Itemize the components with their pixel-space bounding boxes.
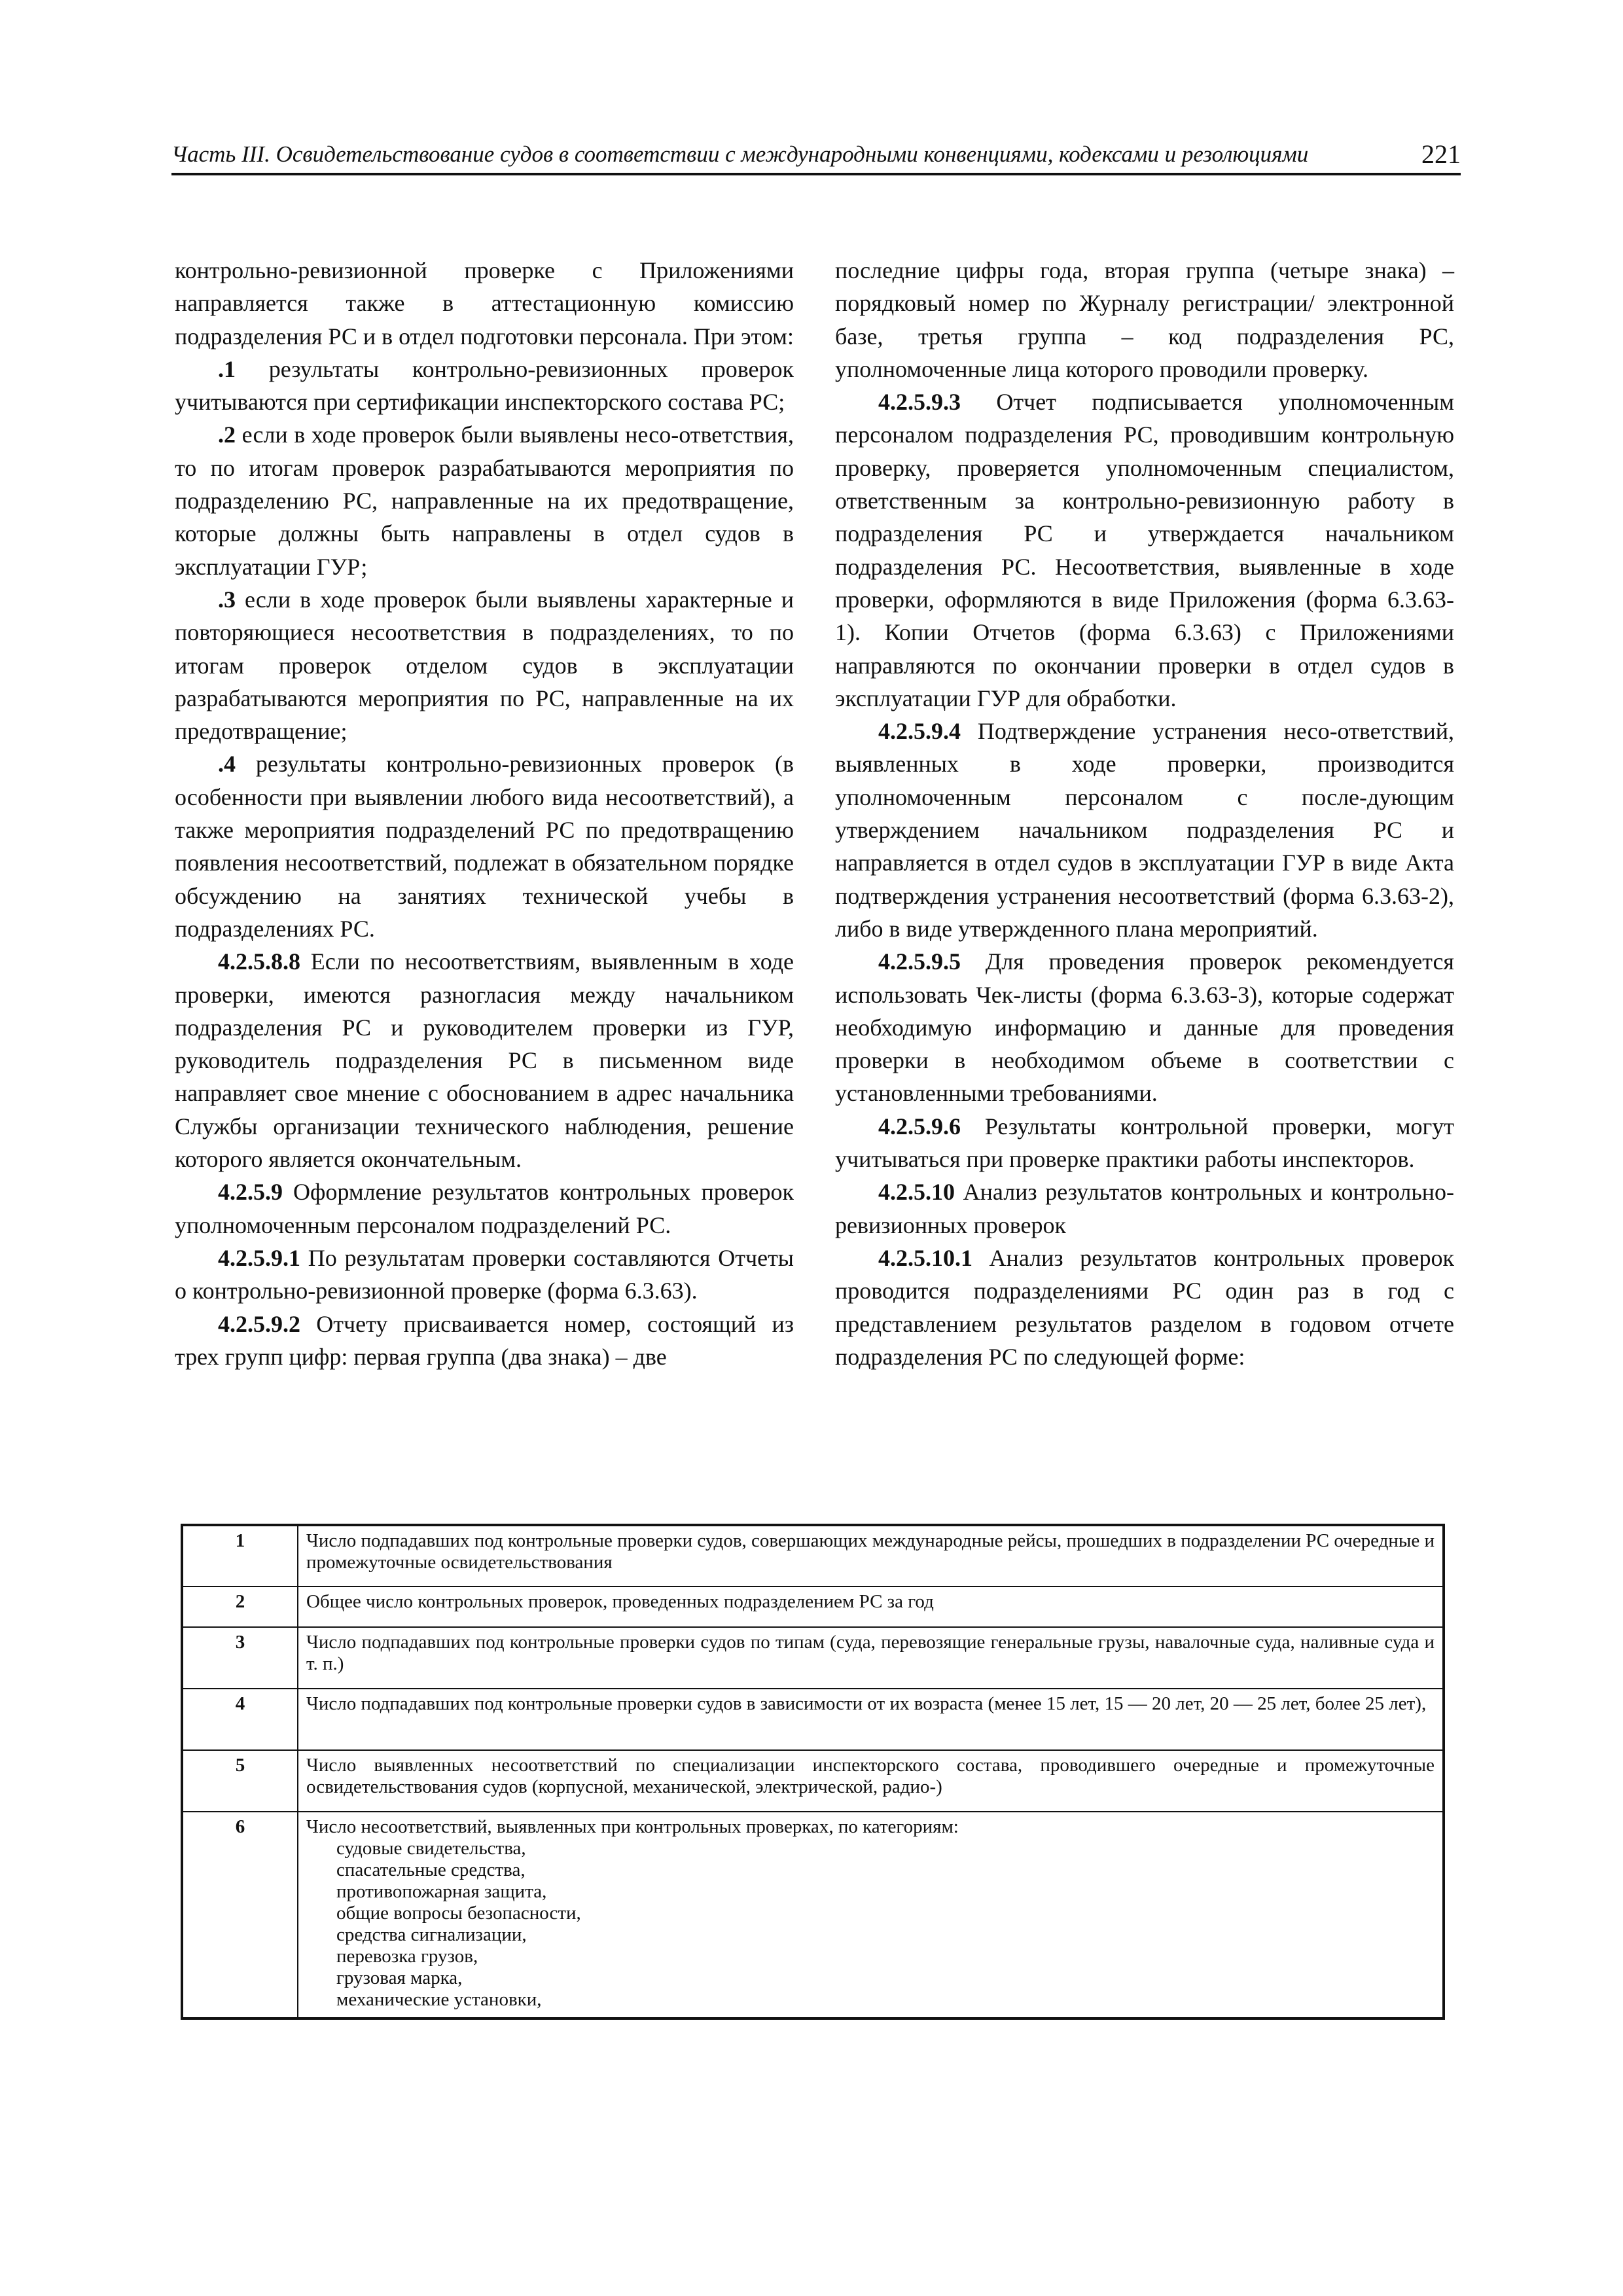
- section-text: Для проведения проверок рекомендуется использовать Чек-листы (форма 6.3.63-3), которые содержат необходимую информацию и данные для проведения проверки в необходимом объеме в соответствии с установленными требованиями.: [835, 948, 1454, 1107]
- row-text: Число подпадавших под контрольные проверки судов в зависимости от их возраста (менее 15 лет, 15 — 20 лет, 20 — 25 лет, более 25 лет),: [298, 1689, 1444, 1750]
- table-row: [182, 1689, 1444, 1750]
- row-text: Число подпадавших под контрольные проверки судов, совершающих международные рейсы, прошедших в подразделении РС очередные и промежуточные освидетельствования: [298, 1525, 1444, 1587]
- section-number: 4.2.5.9.3: [878, 389, 961, 416]
- item-number: .4: [218, 751, 236, 778]
- section-text: Оформление результатов контрольных проверок уполномоченным персоналом подразделений РС.: [175, 1179, 794, 1238]
- section-text: Анализ результатов контрольных проверок проводится подразделениями РС один раз в год с представлением результатов разделом в годовом отчете подразделения РС по следующей форме:: [835, 1244, 1454, 1370]
- section-number: 4.2.5.9.4: [878, 718, 961, 745]
- running-header: [171, 140, 1461, 175]
- item-number: .3: [218, 586, 236, 613]
- section-paragraph: [175, 945, 794, 1175]
- section-number: 4.2.5.9.6: [878, 1113, 961, 1139]
- category-item: спасательные средства,: [336, 1859, 526, 1880]
- item-number: .2: [218, 422, 236, 448]
- section-paragraph: [175, 1175, 794, 1242]
- section-paragraph: [835, 386, 1454, 715]
- section-paragraph: [175, 1242, 794, 1308]
- category-item: общие вопросы безопасности,: [336, 1903, 581, 1924]
- table-row: [182, 1627, 1444, 1689]
- header-title: Часть III. Освидетельствование судов в соответствии с международными конвенциями, кодексами и резолюциями: [171, 141, 1309, 167]
- table-row: [182, 1750, 1444, 1812]
- row-number: 3: [182, 1627, 298, 1689]
- section-number: 4.2.5.9.1: [218, 1244, 300, 1271]
- left-column: [175, 254, 794, 1373]
- item-text: если в ходе проверок были выявлены несо-ответствия, то по итогам проверок разрабатываются мероприятия по подразделению РС, направленные на их предотвращение, которые должны быть направлены в отдел судов в эксплуатации ГУР;: [175, 422, 794, 580]
- list-item: [175, 583, 794, 747]
- list-item: [175, 353, 794, 419]
- section-paragraph: [835, 945, 1454, 1109]
- report-form-table: [181, 1524, 1445, 2020]
- section-text: Анализ результатов контрольных и контрольно-ревизионных проверок: [835, 1179, 1454, 1238]
- category-item: механические установки,: [336, 1989, 542, 2010]
- table-row: [182, 1525, 1444, 1587]
- row-text: Число несоответствий, выявленных при контрольных проверках, по категориям:: [306, 1816, 959, 1837]
- row-number: 5: [182, 1750, 298, 1812]
- section-text: По результатам проверки составляются Отчеты о контрольно-ревизионной проверке (форма 6.3.63).: [175, 1244, 794, 1304]
- item-text: если в ходе проверок были выявлены характерные и повторяющиеся несоответствия в подразделениях, то по итогам проверок отделом судов в эксплуатации разрабатываются мероприятия по РС, направленные на их предотвращение;: [175, 586, 794, 745]
- section-number: 4.2.5.9: [218, 1179, 283, 1206]
- section-number: 4.2.5.9.2: [218, 1310, 300, 1337]
- row-text: Число подпадавших под контрольные проверки судов по типам (суда, перевозящие генеральные грузы, навалочные суда, наливные суда и т. п.): [298, 1627, 1444, 1689]
- page-number: 221: [1421, 139, 1461, 169]
- section-number: 4.2.5.10.1: [878, 1244, 972, 1271]
- category-item: грузовая марка,: [336, 1967, 463, 1988]
- section-paragraph: [835, 1110, 1454, 1176]
- row-text-with-categories: [298, 1812, 1444, 2018]
- section-text: Отчет подписывается уполномоченным персоналом подразделения РС, проводившим контрольную проверку, проверяется уполномоченным специалистом, ответственным за контрольно-ревизионную работу в подразделения РС и утверждается начальником подразделения РС. Несоответствия, выявленные в ходе проверки, оформляются в виде Приложения (форма 6.3.63-1). Копии Отчетов (форма 6.3.63) с Приложениями направляются по окончании проверки в отдел судов в эксплуатации ГУР для обработки.: [835, 389, 1454, 711]
- row-text: Число выявленных несоответствий по специализации инспекторского состава, проводившего очередные и промежуточные освидетельствования судов (корпусной, механической, электрической, радио-): [298, 1750, 1444, 1812]
- list-item: [175, 747, 794, 945]
- row-number: 2: [182, 1587, 298, 1627]
- list-item: [175, 418, 794, 583]
- item-number: .1: [218, 355, 236, 382]
- section-paragraph: [835, 1175, 1454, 1242]
- section-text: Отчету присваивается номер, состоящий из трех групп цифр: первая группа (два знака) – две: [175, 1310, 794, 1370]
- table-row: [182, 1812, 1444, 2018]
- category-item: средства сигнализации,: [336, 1924, 527, 1945]
- section-text: Если по несоответствиям, выявленным в ходе проверки, имеются разногласия между начальником подразделения РС и руководителем проверки из ГУР, руководитель подразделения РС в письменном виде направляет свое мнение с обоснованием в адрес начальника Службы организации технического наблюдения, решение которого является окончательным.: [175, 948, 794, 1173]
- category-item: перевозка грузов,: [336, 1946, 478, 1967]
- table-row: [182, 1587, 1444, 1627]
- paragraph: последние цифры года, вторая группа (четыре знака) – порядковый номер по Журналу регистрации/ электронной базе, третья группа – код подразделения РС, уполномоченные лица которого проводили проверку.: [835, 257, 1454, 382]
- row-number: 6: [182, 1812, 298, 2018]
- section-paragraph: [835, 715, 1454, 945]
- category-item: судовые свидетельства,: [336, 1838, 526, 1859]
- section-text: Подтверждение устранения несо-ответствий, выявленных в ходе проверки, производится уполномоченным персоналом с после-дующим утверждением начальником подразделения РС и направляется в отдел судов в эксплуатации ГУР в виде Акта подтверждения устранения несоответствий (форма 6.3.63-2), либо в виде утвержденного плана мероприятий.: [835, 718, 1454, 942]
- paragraph: контрольно-ревизионной проверке с Приложениями направляется также в аттестационную комиссию подразделения РС и в отдел подготовки персонала. При этом:: [175, 257, 794, 350]
- right-column: [835, 254, 1454, 1373]
- section-paragraph: [835, 1242, 1454, 1373]
- section-number: 4.2.5.10: [878, 1179, 955, 1206]
- section-number: 4.2.5.8.8: [218, 948, 300, 975]
- section-paragraph: [175, 1308, 794, 1374]
- row-text: Общее число контрольных проверок, проведенных подразделением РС за год: [298, 1587, 1444, 1627]
- category-item: противопожарная защита,: [336, 1881, 547, 1902]
- item-text: результаты контрольно-ревизионных проверок (в особенности при выявлении любого вида несоответствий), а также мероприятия подразделений РС по предотвращению появления несоответствий, подлежат в обязательном порядке обсуждению на занятиях технической учебы в подразделениях РС.: [175, 751, 794, 942]
- item-text: результаты контрольно-ревизионных проверок учитываются при сертификации инспекторского состава РС;: [175, 355, 794, 416]
- row-number: 1: [182, 1525, 298, 1587]
- section-number: 4.2.5.9.5: [878, 948, 961, 975]
- section-text: Результаты контрольной проверки, могут учитываться при проверке практики работы инспекторов.: [835, 1113, 1454, 1173]
- row-number: 4: [182, 1689, 298, 1750]
